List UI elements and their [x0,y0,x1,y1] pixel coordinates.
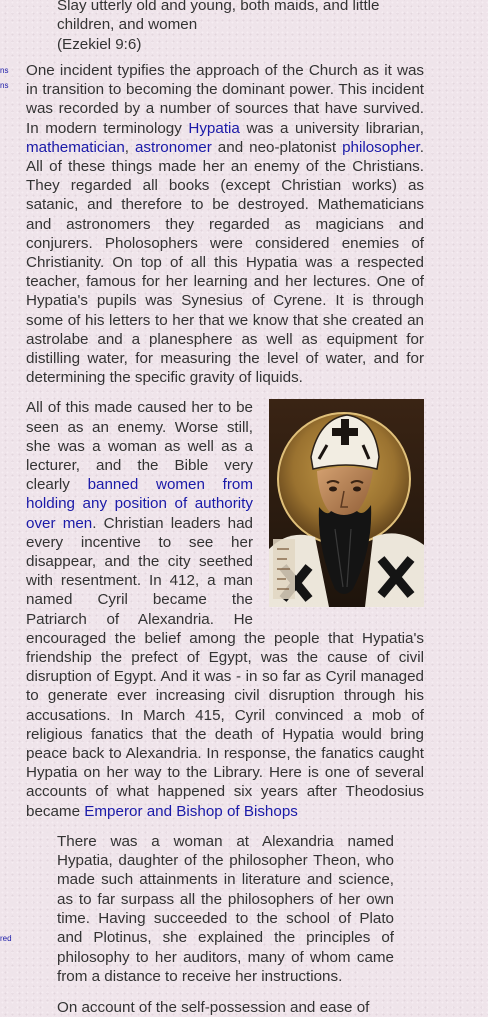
link-banned-women[interactable]: banned women from holding any position of authority over men [26,476,254,532]
next-quote [26,998,394,1017]
quote-text: Slay utterly old and young, both maids, and little children, and women [57,0,380,34]
socrates-quote [26,832,394,986]
link-mathematician[interactable]: mathematician [26,138,125,156]
link-emperor-bishops[interactable]: Emperor and Bishop of Bishops [84,802,298,820]
bible-quote [26,0,394,54]
link-philosopher[interactable]: philosopher [342,138,420,156]
article-body [26,0,424,1017]
link-astronomer[interactable]: astronomer [134,138,212,156]
quote-text: On account of the self-possession and ease of [57,999,370,1017]
orthodox-icon [269,399,424,607]
paragraph-cyril-text: All of this made caused her to be seen as an enemy. Worse still, she was a woman as well as a lecturer, and the Bible very clearly banned women from holding any position of authority over men. Christian leaders had every incentive to see her disappear, and the city seethed with resentment. In 412, a man named Cyril became the Patriarch of Alexandria. He encouraged the belief among the people that Hypatia's friendship the prefect of Egypt, was the cause of civil disruption of Egypt. And it was - in so far as Cyril managed to generate ever increasing civil disruption through his accusations. In March 415, Cyril convinced a mob of religious fanatics that the death of Hypatia would bring peace back to Alexandria. In response, the fanatics caught Hypatia on her way to the Library. Here is one of several accounts of what happened six years after Theodosius became Emperor and Bishop of Bishops [26,399,424,820]
margin-note: ns [0,81,9,90]
quote-citation: (Ezekiel 9:6) [57,35,142,53]
saint-cyril-icon-image [269,399,424,607]
quote-text: There was a woman at Alexandria named Hypatia, daughter of the philosopher Theon, who made such attainments in literature and science, as to far surpass all the philosophers of her own time. Having succeeded to the school of Plato and Plotinus, she explained the principles of philosophy to her auditors, many of whom came from a distance to receive her instructions. [57,832,394,985]
margin-note: ns [0,66,9,75]
margin-note: red [0,934,12,943]
paragraph-hypatia-intro: One incident typifies the approach of the Church as it was in transition to becoming the dominant power. This incident was recorded by a number of sources that have survived. In modern terminology Hypatia was a university librarian, mathematician, astronomer and neo-platonist philosopher. All of these things made her an enemy of the Christians. They regarded all books (except Christian works) as satanic, and therefore to be destroyed. Mathematicians and astronomers they regarded as magicians and conjurers. Pholosophers were considered enemies of Christianity. On top of all this Hypatia was a respected teacher, famous for her learning and her lectures. One of Hypatia's pupils was Synesius of Cyrene. It is through some of his letters to her that we know that she created an astrolabe and a planesphere as well as equipment for distilling water, for measuring the level of water, and for determining the specific gravity of liquids. [26,61,424,387]
link-hypatia[interactable]: Hypatia [188,119,240,137]
paragraph-cyril [26,398,424,820]
